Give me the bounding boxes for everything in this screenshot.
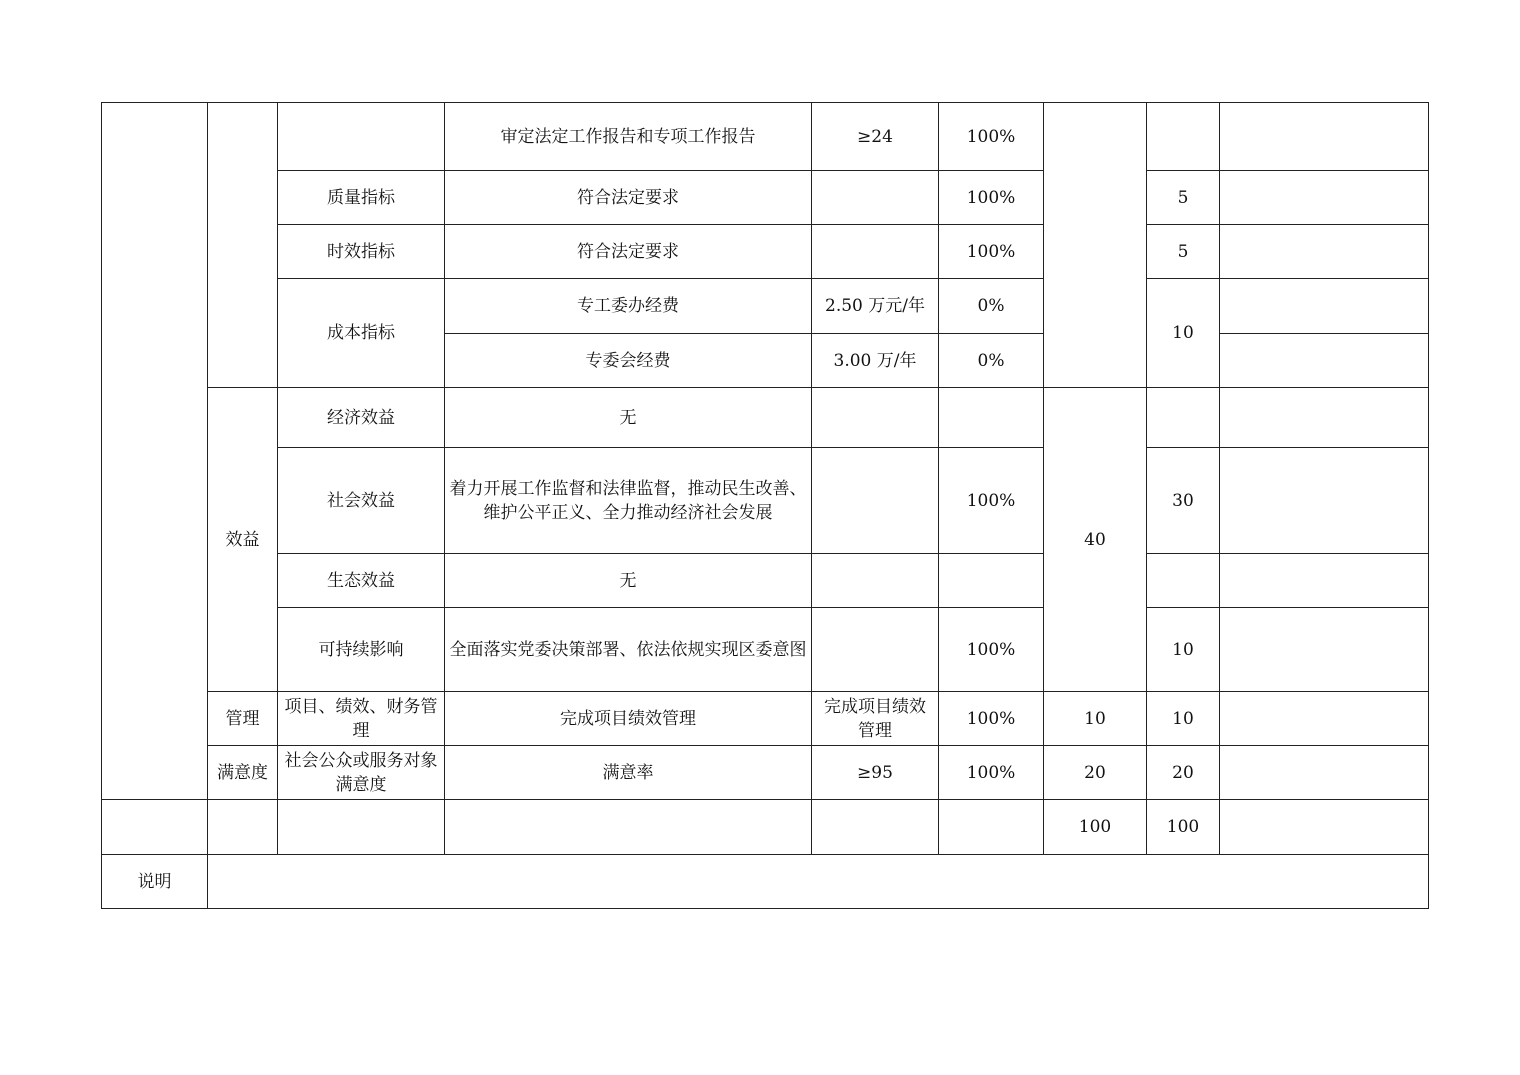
target-value-cell bbox=[812, 171, 939, 225]
remark-cell bbox=[1220, 103, 1429, 171]
table-row bbox=[102, 448, 1429, 554]
remark-cell bbox=[1220, 800, 1429, 855]
indicator-content-cell: 无 bbox=[445, 554, 812, 608]
weight-cell: 100% bbox=[939, 692, 1044, 746]
score-cell bbox=[1147, 388, 1220, 448]
note-row bbox=[102, 855, 1429, 909]
remark-cell bbox=[1220, 171, 1429, 225]
weight-cell: 0% bbox=[939, 279, 1044, 334]
indicator-content-cell: 审定法定工作报告和专项工作报告 bbox=[445, 103, 812, 171]
sub-category-cell: 管理 bbox=[208, 692, 278, 746]
remark-cell bbox=[1220, 608, 1429, 692]
indicator-content-cell: 符合法定要求 bbox=[445, 225, 812, 279]
table-row bbox=[102, 746, 1429, 800]
target-value-cell: 2.50 万元/年 bbox=[812, 279, 939, 334]
weight-cell: 100% bbox=[939, 225, 1044, 279]
score-cell: 20 bbox=[1147, 746, 1220, 800]
score-cell: 5 bbox=[1147, 171, 1220, 225]
score-cell: 10 bbox=[1147, 692, 1220, 746]
remark-cell bbox=[1220, 692, 1429, 746]
indicator-name-cell: 生态效益 bbox=[278, 554, 445, 608]
target-value-cell bbox=[812, 448, 939, 554]
indicator-name-cell: 时效指标 bbox=[278, 225, 445, 279]
total-group-score: 100 bbox=[1044, 800, 1147, 855]
indicator-content-cell: 着力开展工作监督和法律监督，推动民生改善、维护公平正义、全力推动经济社会发展 bbox=[445, 448, 812, 554]
sub-category-cell bbox=[208, 800, 278, 855]
table-row bbox=[102, 554, 1429, 608]
table-row bbox=[102, 103, 1429, 171]
weight-cell: 100% bbox=[939, 171, 1044, 225]
indicator-name-cell bbox=[278, 103, 445, 171]
indicator-content-cell: 无 bbox=[445, 388, 812, 448]
weight-cell: 100% bbox=[939, 103, 1044, 171]
target-value-cell bbox=[812, 388, 939, 448]
weight-cell: 100% bbox=[939, 746, 1044, 800]
category-cell bbox=[102, 800, 208, 855]
target-value-cell: 完成项目绩效管理 bbox=[812, 692, 939, 746]
indicator-name-cell: 经济效益 bbox=[278, 388, 445, 448]
score-cell: 10 bbox=[1147, 608, 1220, 692]
remark-cell bbox=[1220, 334, 1429, 388]
note-value bbox=[208, 855, 1429, 909]
weight-cell bbox=[939, 554, 1044, 608]
target-value-cell bbox=[812, 225, 939, 279]
target-value-cell bbox=[812, 608, 939, 692]
indicator-content-cell: 全面落实党委决策部署、依法依规实现区委意图 bbox=[445, 608, 812, 692]
indicator-content-cell: 满意率 bbox=[445, 746, 812, 800]
indicator-content-cell: 专工委办经费 bbox=[445, 279, 812, 334]
indicator-name-cell: 项目、绩效、财务管理 bbox=[278, 692, 445, 746]
score-cell: 10 bbox=[1147, 279, 1220, 388]
table-row bbox=[102, 225, 1429, 279]
indicator-name-cell: 可持续影响 bbox=[278, 608, 445, 692]
remark-cell bbox=[1220, 225, 1429, 279]
score-cell: 5 bbox=[1147, 225, 1220, 279]
weight-cell: 0% bbox=[939, 334, 1044, 388]
group-total-cell bbox=[1044, 103, 1147, 388]
target-value-cell bbox=[812, 800, 939, 855]
indicator-name-cell bbox=[278, 800, 445, 855]
remark-cell bbox=[1220, 448, 1429, 554]
group-total-cell: 40 bbox=[1044, 388, 1147, 692]
note-label: 说明 bbox=[102, 855, 208, 909]
weight-cell: 100% bbox=[939, 448, 1044, 554]
weight-cell: 100% bbox=[939, 608, 1044, 692]
score-cell bbox=[1147, 103, 1220, 171]
indicator-name-cell: 质量指标 bbox=[278, 171, 445, 225]
target-value-cell: ≥95 bbox=[812, 746, 939, 800]
performance-indicator-table bbox=[101, 102, 1429, 909]
target-value-cell bbox=[812, 554, 939, 608]
sub-category-cell bbox=[208, 103, 278, 388]
indicator-name-cell: 社会效益 bbox=[278, 448, 445, 554]
sub-category-cell: 满意度 bbox=[208, 746, 278, 800]
total-row bbox=[102, 800, 1429, 855]
category-cell bbox=[102, 103, 208, 800]
sub-category-cell: 效益 bbox=[208, 388, 278, 692]
score-cell bbox=[1147, 554, 1220, 608]
indicator-content-cell: 完成项目绩效管理 bbox=[445, 692, 812, 746]
group-total-cell: 10 bbox=[1044, 692, 1147, 746]
indicator-content-cell: 符合法定要求 bbox=[445, 171, 812, 225]
remark-cell bbox=[1220, 746, 1429, 800]
table-row bbox=[102, 608, 1429, 692]
target-value-cell: ≥24 bbox=[812, 103, 939, 171]
table-row bbox=[102, 171, 1429, 225]
indicator-name-cell: 社会公众或服务对象满意度 bbox=[278, 746, 445, 800]
indicator-content-cell bbox=[445, 800, 812, 855]
table-row bbox=[102, 692, 1429, 746]
remark-cell bbox=[1220, 388, 1429, 448]
weight-cell bbox=[939, 800, 1044, 855]
total-score: 100 bbox=[1147, 800, 1220, 855]
weight-cell bbox=[939, 388, 1044, 448]
indicator-name-cell: 成本指标 bbox=[278, 279, 445, 388]
score-cell: 30 bbox=[1147, 448, 1220, 554]
remark-cell bbox=[1220, 554, 1429, 608]
target-value-cell: 3.00 万/年 bbox=[812, 334, 939, 388]
table-row bbox=[102, 388, 1429, 448]
indicator-content-cell: 专委会经费 bbox=[445, 334, 812, 388]
table-row bbox=[102, 279, 1429, 334]
group-total-cell: 20 bbox=[1044, 746, 1147, 800]
remark-cell bbox=[1220, 279, 1429, 334]
